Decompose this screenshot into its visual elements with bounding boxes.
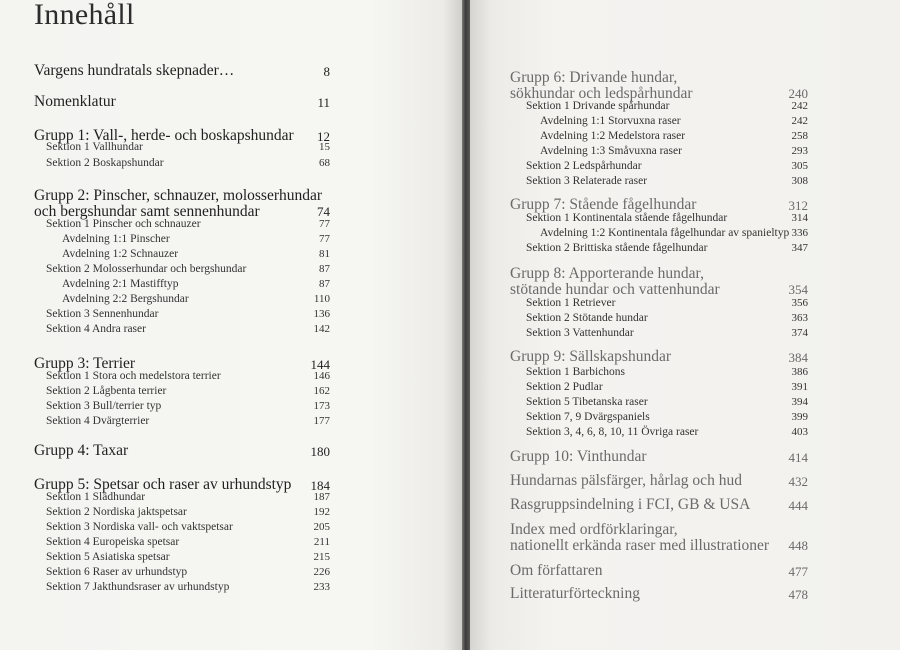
toc-entry-label: Sektion 2 Pudlar [526,381,603,393]
toc-heading [510,496,808,514]
toc-entry-label: Avdelning 1:2 Medelstora raser [540,130,686,142]
toc-page-number: 205 [313,521,330,533]
toc-section [510,411,808,423]
toc-section [510,312,808,324]
toc-page-number: 293 [791,145,808,157]
toc-entry-label: Grupp 9: Sällskapshundar [510,348,672,365]
toc-page-number: 211 [313,536,330,548]
toc-entry-label: Sektion 5 Tibetanska raser [526,396,648,408]
toc-heading [34,62,330,80]
toc-section [34,536,330,548]
toc-page-number: 347 [791,242,808,254]
toc-heading [510,472,808,490]
toc-section [510,297,808,309]
toc-entry-label: Grupp 5: Spetsar och raser av urhundstyp [34,476,292,493]
toc-section [34,415,330,427]
toc-page-number: 8 [323,64,330,79]
toc-subsection [34,233,330,245]
toc-entry-label: Sektion 4 Europeiska spetsar [46,536,180,548]
toc-entry-label: Grupp 3: Terrier [34,355,136,372]
toc-section [34,157,330,169]
toc-entry-label: nationellt erkända raser med illustrationer [510,537,770,554]
toc-section [34,141,330,153]
page-title: Innehåll [34,0,135,31]
toc-entry-label: Grupp 1: Vall-, herde- och boskapshundar [34,127,294,144]
toc-page-number: 192 [313,506,330,518]
toc-section [510,366,808,378]
toc-entry-label: Sektion 1 Drivande spårhundar [526,100,670,112]
toc-entry-label: stötande hundar och vattenhundar [510,281,720,298]
toc-heading [510,562,808,580]
toc-heading [34,93,330,111]
toc-entry-label: Sektion 2 Ledspårhundar [526,160,642,172]
toc-section [510,396,808,408]
toc-heading [34,442,330,460]
toc-page-number: 312 [788,198,808,213]
toc-subsection [510,145,808,157]
toc-section [510,327,808,339]
toc-entry-label: Sektion 3 Nordiska vall- och vaktspetsar [46,521,233,533]
toc-section [34,385,330,397]
toc-page-number: 305 [791,160,808,172]
toc-entry-label: Nomenklatur [34,93,116,110]
toc-heading [510,522,808,554]
toc-entry-label: Sektion 2 Lågbenta terrier [46,385,167,397]
toc-page-number: 363 [791,312,808,324]
toc-entry-label: Sektion 4 Dvärgterrier [46,415,150,427]
toc-page-number: 432 [788,474,808,489]
toc-entry-label: Sektion 5 Asiatiska spetsar [46,551,170,563]
toc-section [34,370,330,382]
toc-entry-label: Om författaren [510,562,603,579]
toc-entry-label: Avdelning 2:2 Bergshundar [62,293,189,305]
toc-entry-label: Sektion 1 Retriever [526,297,616,309]
toc-page-number: 403 [791,426,808,438]
toc-page-number: 12 [317,129,330,144]
toc-entry-label: sökhundar och ledspårhundar [510,85,693,102]
toc-page-number: 391 [791,381,808,393]
toc-section [510,242,808,254]
toc-page-number: 87 [319,278,330,290]
toc-page-number: 215 [313,551,330,563]
toc-page-number: 142 [313,323,330,335]
toc-page-number: 110 [313,293,330,305]
toc-page-number: 374 [791,327,808,339]
toc-entry-label: Sektion 2 Boskapshundar [46,157,164,169]
toc-entry-label: Vargens hundratals skepnader… [34,62,235,79]
toc-entry-label: Sektion 3 Bull/terrier typ [46,400,162,412]
toc-section [34,491,330,503]
toc-entry-label: Sektion 3 Sennenhundar [46,308,159,320]
toc-page-number: 233 [313,581,330,593]
toc-entry-label: Grupp 6: Drivande hundar, [510,69,678,86]
toc-page-number: 448 [788,538,808,553]
toc-heading [34,188,330,220]
toc-entry-label: Sektion 1 Pinscher och schnauzer [46,218,201,230]
toc-entry-label: Avdelning 1:1 Storvuxna raser [540,115,681,127]
toc-entry-label: Sektion 1 Kontinentala stående fågelhundar [526,212,728,224]
toc-page-number: 68 [319,157,330,169]
toc-page-number: 74 [317,204,330,219]
toc-entry-label: Index med ordförklaringar, [510,521,678,538]
toc-page-number: 11 [317,95,330,110]
toc-entry-label: Avdelning 1:1 Pinscher [62,233,170,245]
toc-subsection [510,115,808,127]
toc-page-number: 477 [788,564,808,579]
toc-entry-label: Sektion 2 Stötande hundar [526,312,648,324]
toc-page-number: 77 [319,218,330,230]
toc-page-number: 399 [791,411,808,423]
toc-entry-label: Sektion 6 Raser av urhundstyp [46,566,188,578]
book-spine [462,0,470,650]
toc-entry-label: Sektion 4 Andra raser [46,323,146,335]
toc-section [34,400,330,412]
toc-page-number: 314 [791,212,808,224]
toc-entry-label: Grupp 10: Vinthundar [510,448,647,465]
toc-page-number: 240 [788,86,808,101]
toc-section [34,218,330,230]
toc-section [34,263,330,275]
toc-section [510,212,808,224]
toc-entry-label: och bergshundar samt sennenhundar [34,203,260,220]
toc-entry-label: Sektion 2 Nordiska jaktspetsar [46,506,187,518]
toc-page-number: 15 [319,141,330,153]
toc-heading [510,448,808,466]
toc-subsection [510,227,808,239]
toc-section [34,521,330,533]
toc-section [510,381,808,393]
toc-page-number: 242 [791,115,808,127]
toc-subsection [510,130,808,142]
toc-section [510,100,808,112]
toc-page-number: 177 [313,415,330,427]
toc-heading [510,585,808,603]
toc-page-number: 336 [791,227,808,239]
toc-page-number: 87 [319,263,330,275]
toc-page-number: 356 [791,297,808,309]
toc-section [510,426,808,438]
toc-page-number: 394 [791,396,808,408]
toc-subsection [34,278,330,290]
toc-subsection [34,293,330,305]
toc-heading [510,348,808,366]
toc-entry-label: Sektion 2 Molosserhundar och bergshundar [46,263,247,275]
toc-section [510,175,808,187]
toc-heading [510,266,808,298]
toc-section [34,566,330,578]
toc-entry-label: Avdelning 1:2 Schnauzer [62,248,179,260]
toc-subsection [34,248,330,260]
toc-section [34,323,330,335]
toc-entry-label: Avdelning 2:1 Mastifftyp [62,278,179,290]
toc-page-number: 258 [791,130,808,142]
toc-entry-label: Avdelning 1:2 Kontinentala fågelhundar av spanieltyp [540,227,790,239]
toc-entry-label: Grupp 2: Pinscher, schnauzer, molosserhundar [34,187,323,204]
toc-entry-label: Grupp 7: Stående fågelhundar [510,196,697,213]
toc-entry-label: Sektion 1 Stora och medelstora terrier [46,370,221,382]
toc-entry-label: Sektion 1 Slädhundar [46,491,146,503]
toc-entry-label: Sektion 1 Barbichons [526,366,626,378]
toc-page-number: 384 [788,350,808,365]
toc-entry-label: Rasgruppsindelning i FCI, GB & USA [510,496,751,513]
toc-heading [510,70,808,102]
toc-page-number: 77 [319,233,330,245]
toc-section [510,160,808,172]
toc-entry-label: Sektion 3, 4, 6, 8, 10, 11 Övriga raser [526,426,699,438]
toc-page-number: 354 [788,282,808,297]
toc-entry-label: Sektion 2 Brittiska stående fågelhundar [526,242,708,254]
toc-entry-label: Sektion 3 Relaterade raser [526,175,648,187]
toc-page-number: 146 [313,370,330,382]
toc-entry-label: Litteraturförteckning [510,585,640,602]
toc-entry-label: Sektion 7 Jakthundsraser av urhundstyp [46,581,230,593]
toc-page-number: 162 [313,385,330,397]
toc-section [34,308,330,320]
toc-page-number: 444 [788,498,808,513]
toc-page-number: 226 [313,566,330,578]
toc-page-number: 478 [788,587,808,602]
toc-section [34,551,330,563]
toc-page-number: 386 [791,366,808,378]
toc-entry-label: Sektion 7, 9 Dvärgspaniels [526,411,650,423]
toc-section [34,506,330,518]
toc-page-number: 414 [788,450,808,465]
toc-page-number: 81 [319,248,330,260]
toc-entry-label: Sektion 1 Vallhundar [46,141,143,153]
toc-entry-label: Grupp 8: Apporterande hundar, [510,265,704,282]
toc-page-number: 184 [310,478,330,493]
toc-page-number: 144 [310,357,330,372]
toc-page-number: 308 [791,175,808,187]
toc-entry-label: Sektion 3 Vattenhundar [526,327,634,339]
toc-section [34,581,330,593]
toc-page-number: 187 [313,491,330,503]
toc-entry-label: Avdelning 1:3 Småvuxna raser [540,145,682,157]
toc-entry-label: Hundarnas pälsfärger, hårlag och hud [510,472,742,489]
toc-page-number: 136 [313,308,330,320]
toc-page-number: 242 [791,100,808,112]
toc-page-number: 180 [310,444,330,459]
toc-page-number: 173 [313,400,330,412]
toc-entry-label: Grupp 4: Taxar [34,442,129,459]
